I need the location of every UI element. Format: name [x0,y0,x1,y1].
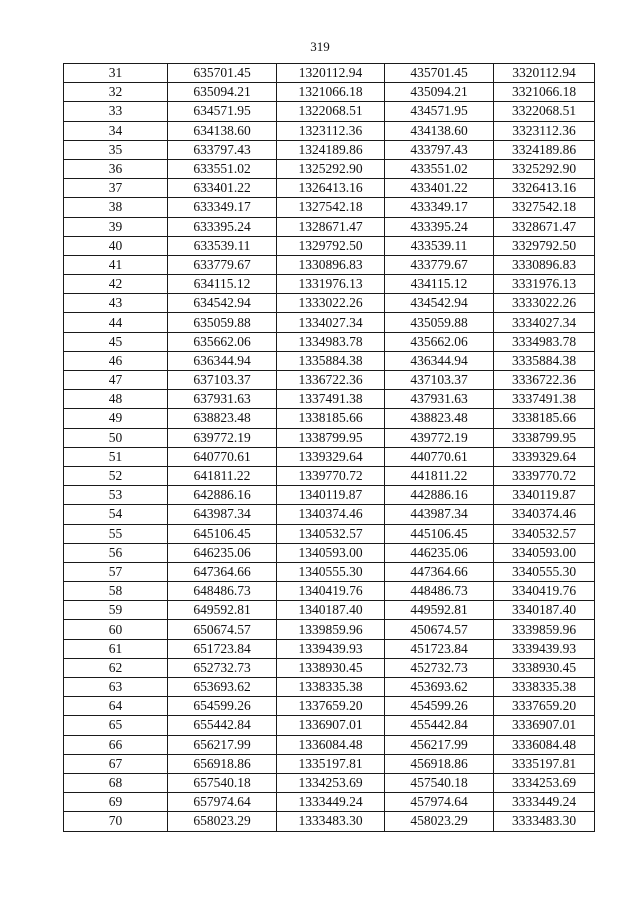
x2-cell: 434542.94 [385,294,494,313]
x2-cell: 437103.37 [385,371,494,390]
y2-cell: 3340532.57 [494,524,595,543]
y1-cell: 1334027.34 [277,313,385,332]
table-row [64,601,595,620]
y2-cell: 3338185.66 [494,409,595,428]
table-row [64,793,595,812]
point-number-cell: 51 [64,447,168,466]
point-number-cell: 42 [64,275,168,294]
y2-cell: 3339439.93 [494,639,595,658]
x2-cell: 433551.02 [385,159,494,178]
point-number-cell: 64 [64,697,168,716]
x2-cell: 435059.88 [385,313,494,332]
x2-cell: 454599.26 [385,697,494,716]
x1-cell: 637931.63 [168,390,277,409]
y1-cell: 1320112.94 [277,64,385,83]
x2-cell: 437931.63 [385,390,494,409]
table-row [64,639,595,658]
y1-cell: 1326413.16 [277,179,385,198]
x2-cell: 447364.66 [385,562,494,581]
point-number-cell: 67 [64,754,168,773]
y2-cell: 3330896.83 [494,255,595,274]
table-row [64,198,595,217]
y1-cell: 1340187.40 [277,601,385,620]
x1-cell: 634115.12 [168,275,277,294]
y2-cell: 3336722.36 [494,371,595,390]
table-row [64,102,595,121]
table-row [64,313,595,332]
x1-cell: 643987.34 [168,505,277,524]
table-row [64,716,595,735]
y1-cell: 1339859.96 [277,620,385,639]
y1-cell: 1340593.00 [277,543,385,562]
table-body [64,64,595,832]
point-number-cell: 48 [64,390,168,409]
y1-cell: 1328671.47 [277,217,385,236]
x1-cell: 633539.11 [168,236,277,255]
x1-cell: 641811.22 [168,466,277,485]
table-row [64,351,595,370]
x2-cell: 434138.60 [385,121,494,140]
y2-cell: 3337659.20 [494,697,595,716]
x1-cell: 638823.48 [168,409,277,428]
table-row [64,658,595,677]
y2-cell: 3322068.51 [494,102,595,121]
y1-cell: 1321066.18 [277,83,385,102]
x1-cell: 635059.88 [168,313,277,332]
x2-cell: 449592.81 [385,601,494,620]
y2-cell: 3336907.01 [494,716,595,735]
table-row [64,524,595,543]
x2-cell: 433797.43 [385,140,494,159]
y1-cell: 1325292.90 [277,159,385,178]
y1-cell: 1339770.72 [277,466,385,485]
x2-cell: 440770.61 [385,447,494,466]
x1-cell: 637103.37 [168,371,277,390]
y1-cell: 1334253.69 [277,773,385,792]
table-row [64,217,595,236]
point-number-cell: 69 [64,793,168,812]
y2-cell: 3340593.00 [494,543,595,562]
point-number-cell: 54 [64,505,168,524]
y1-cell: 1337491.38 [277,390,385,409]
y1-cell: 1340419.76 [277,582,385,601]
table-row [64,409,595,428]
x2-cell: 445106.45 [385,524,494,543]
table-row [64,140,595,159]
x1-cell: 633551.02 [168,159,277,178]
table-row [64,159,595,178]
point-number-cell: 70 [64,812,168,831]
x2-cell: 458023.29 [385,812,494,831]
y2-cell: 3334983.78 [494,332,595,351]
table-row [64,678,595,697]
point-number-cell: 52 [64,466,168,485]
x2-cell: 453693.62 [385,678,494,697]
x2-cell: 456217.99 [385,735,494,754]
table-row [64,64,595,83]
y2-cell: 3334027.34 [494,313,595,332]
point-number-cell: 68 [64,773,168,792]
point-number-cell: 32 [64,83,168,102]
x1-cell: 634138.60 [168,121,277,140]
y2-cell: 3337491.38 [494,390,595,409]
x2-cell: 433779.67 [385,255,494,274]
table-row [64,697,595,716]
point-number-cell: 46 [64,351,168,370]
y1-cell: 1324189.86 [277,140,385,159]
y2-cell: 3333449.24 [494,793,595,812]
table-row [64,754,595,773]
x2-cell: 438823.48 [385,409,494,428]
table-row [64,275,595,294]
y1-cell: 1340555.30 [277,562,385,581]
y2-cell: 3336084.48 [494,735,595,754]
x1-cell: 635701.45 [168,64,277,83]
x2-cell: 456918.86 [385,754,494,773]
x1-cell: 655442.84 [168,716,277,735]
y2-cell: 3324189.86 [494,140,595,159]
table-row [64,447,595,466]
table-row [64,543,595,562]
point-number-cell: 50 [64,428,168,447]
point-number-cell: 58 [64,582,168,601]
y1-cell: 1340532.57 [277,524,385,543]
x2-cell: 450674.57 [385,620,494,639]
coordinates-table [63,63,595,832]
point-number-cell: 34 [64,121,168,140]
point-number-cell: 43 [64,294,168,313]
point-number-cell: 47 [64,371,168,390]
x1-cell: 640770.61 [168,447,277,466]
page-number: 319 [310,39,330,54]
x2-cell: 446235.06 [385,543,494,562]
table-row [64,773,595,792]
y2-cell: 3340419.76 [494,582,595,601]
x2-cell: 434115.12 [385,275,494,294]
y2-cell: 3327542.18 [494,198,595,217]
y2-cell: 3333022.26 [494,294,595,313]
y1-cell: 1339329.64 [277,447,385,466]
point-number-cell: 63 [64,678,168,697]
table-row [64,83,595,102]
x1-cell: 650674.57 [168,620,277,639]
x2-cell: 434571.95 [385,102,494,121]
table-row [64,505,595,524]
y1-cell: 1338335.38 [277,678,385,697]
y2-cell: 3325292.90 [494,159,595,178]
y2-cell: 3338799.95 [494,428,595,447]
point-number-cell: 66 [64,735,168,754]
x2-cell: 433401.22 [385,179,494,198]
y1-cell: 1339439.93 [277,639,385,658]
y1-cell: 1338799.95 [277,428,385,447]
y2-cell: 3323112.36 [494,121,595,140]
point-number-cell: 33 [64,102,168,121]
y1-cell: 1340374.46 [277,505,385,524]
table-row [64,390,595,409]
x1-cell: 633797.43 [168,140,277,159]
y1-cell: 1335884.38 [277,351,385,370]
point-number-cell: 60 [64,620,168,639]
x1-cell: 646235.06 [168,543,277,562]
y2-cell: 3334253.69 [494,773,595,792]
point-number-cell: 37 [64,179,168,198]
x2-cell: 457974.64 [385,793,494,812]
x1-cell: 651723.84 [168,639,277,658]
table-row [64,735,595,754]
x1-cell: 657974.64 [168,793,277,812]
x2-cell: 435662.06 [385,332,494,351]
x2-cell: 439772.19 [385,428,494,447]
y1-cell: 1330896.83 [277,255,385,274]
y2-cell: 3339329.64 [494,447,595,466]
y2-cell: 3328671.47 [494,217,595,236]
y2-cell: 3335197.81 [494,754,595,773]
x1-cell: 633401.22 [168,179,277,198]
point-number-cell: 44 [64,313,168,332]
y1-cell: 1323112.36 [277,121,385,140]
point-number-cell: 62 [64,658,168,677]
point-number-cell: 53 [64,486,168,505]
x1-cell: 633349.17 [168,198,277,217]
table-row [64,371,595,390]
x2-cell: 441811.22 [385,466,494,485]
table-row [64,812,595,831]
x1-cell: 645106.45 [168,524,277,543]
table-row [64,255,595,274]
x1-cell: 633395.24 [168,217,277,236]
x2-cell: 433349.17 [385,198,494,217]
x1-cell: 658023.29 [168,812,277,831]
x1-cell: 636344.94 [168,351,277,370]
y1-cell: 1327542.18 [277,198,385,217]
y1-cell: 1337659.20 [277,697,385,716]
y1-cell: 1336084.48 [277,735,385,754]
y1-cell: 1334983.78 [277,332,385,351]
x1-cell: 648486.73 [168,582,277,601]
x2-cell: 452732.73 [385,658,494,677]
y2-cell: 3340119.87 [494,486,595,505]
x1-cell: 633779.67 [168,255,277,274]
point-number-cell: 56 [64,543,168,562]
y2-cell: 3340187.40 [494,601,595,620]
table-row [64,562,595,581]
x2-cell: 457540.18 [385,773,494,792]
x2-cell: 455442.84 [385,716,494,735]
x1-cell: 634571.95 [168,102,277,121]
point-number-cell: 36 [64,159,168,178]
y2-cell: 3326413.16 [494,179,595,198]
x1-cell: 635094.21 [168,83,277,102]
y2-cell: 3338930.45 [494,658,595,677]
y1-cell: 1333449.24 [277,793,385,812]
table-row [64,121,595,140]
point-number-cell: 65 [64,716,168,735]
y1-cell: 1335197.81 [277,754,385,773]
x1-cell: 653693.62 [168,678,277,697]
x1-cell: 657540.18 [168,773,277,792]
table-row [64,486,595,505]
x1-cell: 634542.94 [168,294,277,313]
y1-cell: 1340119.87 [277,486,385,505]
y2-cell: 3340555.30 [494,562,595,581]
point-number-cell: 61 [64,639,168,658]
y1-cell: 1338185.66 [277,409,385,428]
point-number-cell: 55 [64,524,168,543]
x2-cell: 443987.34 [385,505,494,524]
x1-cell: 639772.19 [168,428,277,447]
y1-cell: 1333022.26 [277,294,385,313]
y2-cell: 3340374.46 [494,505,595,524]
table-row [64,582,595,601]
y1-cell: 1333483.30 [277,812,385,831]
point-number-cell: 57 [64,562,168,581]
y2-cell: 3333483.30 [494,812,595,831]
table-row [64,466,595,485]
table-row [64,620,595,639]
table-row [64,428,595,447]
point-number-cell: 39 [64,217,168,236]
y2-cell: 3329792.50 [494,236,595,255]
y1-cell: 1329792.50 [277,236,385,255]
table-row [64,236,595,255]
table-row [64,294,595,313]
point-number-cell: 45 [64,332,168,351]
x1-cell: 656217.99 [168,735,277,754]
x1-cell: 635662.06 [168,332,277,351]
x2-cell: 435094.21 [385,83,494,102]
y2-cell: 3339859.96 [494,620,595,639]
table-row [64,179,595,198]
y2-cell: 3339770.72 [494,466,595,485]
y1-cell: 1336907.01 [277,716,385,735]
x1-cell: 647364.66 [168,562,277,581]
point-number-cell: 38 [64,198,168,217]
table-row [64,332,595,351]
x1-cell: 649592.81 [168,601,277,620]
x2-cell: 436344.94 [385,351,494,370]
point-number-cell: 31 [64,64,168,83]
y2-cell: 3320112.94 [494,64,595,83]
y1-cell: 1322068.51 [277,102,385,121]
y1-cell: 1331976.13 [277,275,385,294]
x2-cell: 451723.84 [385,639,494,658]
y2-cell: 3335884.38 [494,351,595,370]
x2-cell: 435701.45 [385,64,494,83]
x2-cell: 433395.24 [385,217,494,236]
x2-cell: 442886.16 [385,486,494,505]
point-number-cell: 35 [64,140,168,159]
x2-cell: 433539.11 [385,236,494,255]
x2-cell: 448486.73 [385,582,494,601]
x1-cell: 656918.86 [168,754,277,773]
y2-cell: 3338335.38 [494,678,595,697]
point-number-cell: 59 [64,601,168,620]
x1-cell: 654599.26 [168,697,277,716]
point-number-cell: 40 [64,236,168,255]
point-number-cell: 41 [64,255,168,274]
y2-cell: 3321066.18 [494,83,595,102]
y2-cell: 3331976.13 [494,275,595,294]
y1-cell: 1336722.36 [277,371,385,390]
y1-cell: 1338930.45 [277,658,385,677]
point-number-cell: 49 [64,409,168,428]
x1-cell: 642886.16 [168,486,277,505]
x1-cell: 652732.73 [168,658,277,677]
